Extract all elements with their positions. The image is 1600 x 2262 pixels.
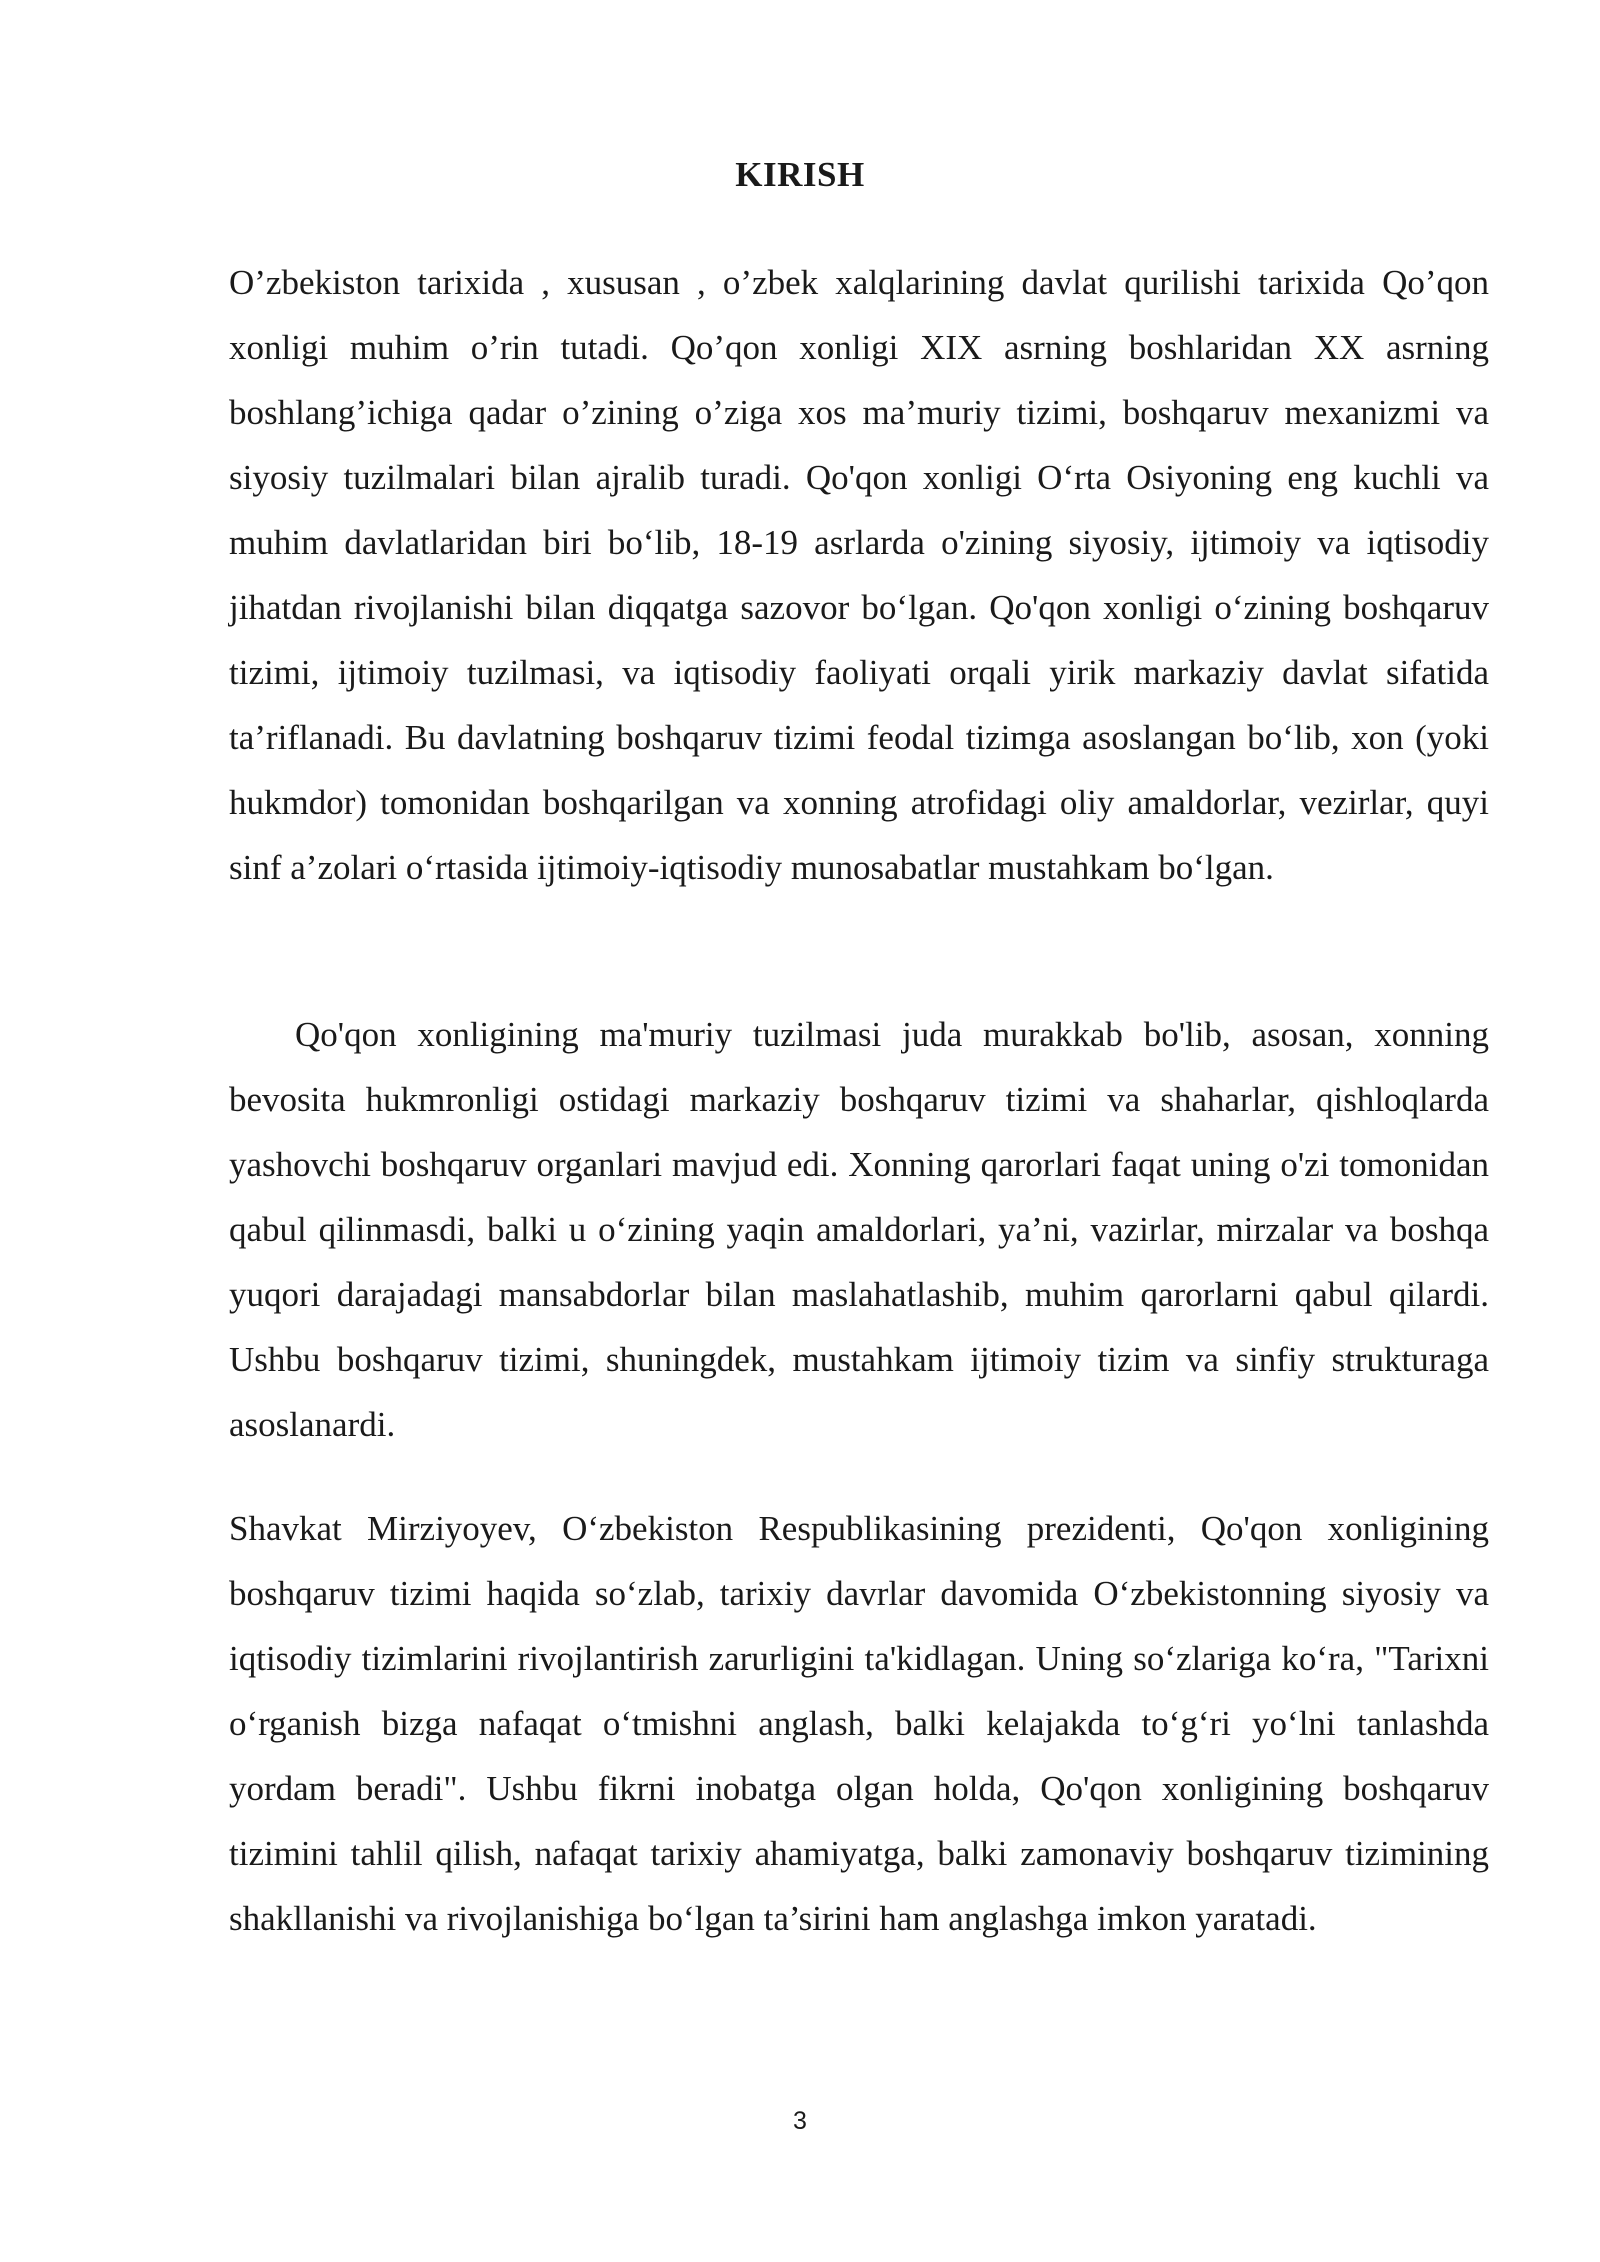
page-number: 3	[793, 2107, 807, 2135]
paragraph-1: O’zbekiston tarixida , xususan , o’zbek xalqlarining davlat qurilishi tarixida Qo’qon xonligi muhim o’rin tutadi. Qo’qon xonligi XIX asrning boshlaridan XX asrning boshlang’ichiga qadar o’zining o’ziga xos ma’muriy tizimi, boshqaruv mexanizmi va siyosiy tuzilmalari bilan ajralib turadi. Qo'qon xonligi O‘rta Osiyoning eng kuchli va muhim davlatlaridan biri bo‘lib, 18-19 asrlarda o'zining siyosiy, ijtimoiy va iqtisodiy jihatdan rivojlanishi bilan diqqatga sazovor bo‘lgan. Qo'qon xonligi o‘zining boshqaruv tizimi, ijtimoiy tuzilmasi, va iqtisodiy faoliyati orqali yirik markaziy davlat sifatida ta’riflanadi. Bu davlatning boshqaruv tizimi feodal tizimga asoslangan bo‘lib, xon (yoki hukmdor) tomonidan boshqarilgan va xonning atrofidagi oliy amaldorlar, vezirlar, quyi sinf a’zolari o‘rtasida ijtimoiy-iqtisodiy munosabatlar mustahkam bo‘lgan.	[229, 263, 1489, 887]
paragraph-2: Qo'qon xonligining ma'muriy tuzilmasi juda murakkab bo'lib, asosan, xonning bevosita hukmronligi ostidagi markaziy boshqaruv tizimi va shaharlar, qishloqlarda yashovchi boshqaruv organlari mavjud edi. Xonning qarorlari faqat uning o'zi tomonidan qabul qilinmasdi, balki u o‘zining yaqin amaldorlari, ya’ni, vazirlar, mirzalar va boshqa yuqori darajadagi mansabdorlar bilan maslahatlashib, muhim qarorlarni qabul qilardi. Ushbu boshqaruv tizimi, shuningdek, mustahkam ijtimoiy tizim va sinfiy strukturaga asoslanardi.	[229, 1015, 1489, 1444]
paragraph-3: Shavkat Mirziyoyev, O‘zbekiston Respublikasining prezidenti, Qo'qon xonligining boshqaruv tizimi haqida so‘zlab, tarixiy davrlar davomida O‘zbekistonning siyosiy va iqtisodiy tizimlarini rivojlantirish zarurligini ta'kidlagan. Uning so‘zlariga ko‘ra, "Tarixni o‘rganish bizga nafaqat o‘tmishni anglash, balki kelajakda to‘g‘ri yo‘lni tanlashda yordam beradi". Ushbu fikrni inobatga olgan holda, Qo'qon xonligining boshqaruv tizimini tahlil qilish, nafaqat tarixiy ahamiyatga, balki zamonaviy boshqaruv tizimining shakllanishi va rivojlanishiga bo‘lgan ta’sirini ham anglashga imkon yaratadi.	[229, 1509, 1489, 1938]
page-heading: KIRISH	[735, 155, 865, 194]
